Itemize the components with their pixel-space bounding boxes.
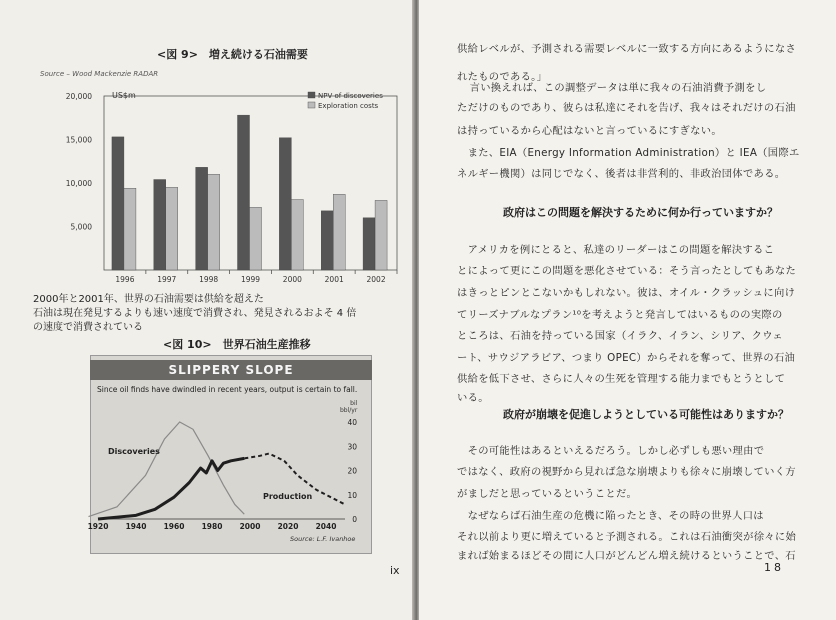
x-tick-label: 1999 — [240, 275, 261, 284]
body-line: アメリカを例にとると、私達のリーダーはこの問題を解決するこ — [457, 244, 775, 256]
legend-label: Exploration costs — [318, 102, 379, 110]
left-page — [0, 0, 415, 620]
body-line: とによって更にこの問題を悪化させている：そう言ったとしてもあなた — [457, 265, 797, 277]
x-tick-label: 1940 — [125, 522, 147, 531]
y-tick-label: 40 — [347, 418, 357, 427]
legend-swatch — [308, 92, 315, 98]
x-tick-label: 1980 — [201, 522, 223, 531]
figure10-banner — [90, 360, 372, 380]
y-tick-label: 5,000 — [70, 222, 92, 232]
y-axis-label: US$m — [112, 91, 136, 100]
bar — [112, 137, 124, 270]
x-tick-label: 2000 — [239, 522, 261, 531]
body-line: それ以前より更に増えていると予測される。これは石油衝突が徐々に始 — [457, 531, 797, 543]
bar — [166, 187, 178, 270]
body-line: ではなく、政府の視野から見れば急な崩壊よりも徐々に崩壊していく方 — [457, 466, 796, 478]
caption-line-2: 石油は現在発見するよりも速い速度で消費され、発見されるおよそ 4 倍 — [33, 308, 357, 319]
figure10-subtitle: Since oil finds have dwindled in recent years, output is certain to fall. — [97, 385, 358, 394]
y-tick-label: 20 — [347, 466, 357, 476]
x-tick-label: 2000 — [282, 275, 302, 284]
body-line: 供給を低下させ、さらに人々の生死を管理する能力までもとうとして — [457, 373, 786, 385]
y-tick-label: 0 — [352, 515, 357, 524]
body-line: れたものである。」 — [457, 71, 548, 83]
figure9-source: Source – Wood Mackenzie RADAR — [40, 70, 159, 78]
bar — [333, 194, 345, 270]
figure10-banner-text: SLIPPERY SLOPE — [168, 363, 294, 377]
bar — [196, 167, 208, 270]
page-number-right: 18 — [764, 561, 784, 574]
body-line: がましだと思っているということだ。 — [457, 488, 638, 500]
legend-label: NPV of discoveries — [318, 92, 383, 100]
caption-line-3: の速度で消費されている — [33, 322, 143, 333]
figure10-source: Source: L.F. Ivanhoe — [290, 535, 356, 543]
bar — [124, 188, 136, 270]
bar — [291, 200, 303, 270]
y-tick-label: 10,000 — [65, 179, 92, 188]
x-tick-label: 1996 — [115, 275, 135, 284]
body-line: いる。 — [457, 392, 489, 404]
page-number-left: ix — [390, 564, 400, 577]
body-line: また、EIA（Energy Information Administration）と IEA（国際エ — [457, 147, 800, 159]
bar — [321, 211, 333, 270]
caption-line-1: 2000年と2001年、世界の石油需要は供給を超えた — [33, 294, 264, 305]
unit-line-1: bil — [350, 400, 358, 407]
y-tick-label: 10 — [347, 490, 357, 500]
x-tick-label: 2040 — [315, 522, 337, 531]
body-line: ところは、石油を持っている国家（イラク、イラン、シリア、クウェ — [457, 330, 784, 342]
y-tick-label: 20,000 — [65, 92, 92, 101]
body-line: ネルギー機関）は同じでなく、後者は非営利的、非政治団体である。 — [457, 168, 786, 180]
production-line — [98, 458, 244, 519]
unit-line-2: bbl/yr — [340, 407, 358, 414]
x-tick-label: 1960 — [163, 522, 185, 531]
bar — [154, 180, 166, 270]
bar — [250, 207, 262, 270]
line-chart-unit — [340, 400, 357, 414]
discoveries-label: Discoveries — [108, 447, 160, 456]
body-line: その可能性はあるといえるだろう。しかし必ずしも悪い理由で — [457, 445, 765, 457]
right-page — [419, 0, 836, 620]
x-tick-label: 1920 — [87, 522, 109, 531]
body-line: ート、サウジアラビア、つまり OPEC）からそれを奪って、世界の石油 — [457, 352, 796, 364]
line-chart — [0, 395, 415, 555]
y-tick-label: 30 — [347, 442, 357, 452]
figure9-title: <図 9> 増え続ける石油需要 — [157, 48, 308, 61]
body-line: はきっとピンとこないかもしれない。彼は、オイル・クラッシュに向け — [457, 287, 796, 299]
body-line: 供給レベルが、予測される需要レベルに一致する方向にあるようになさ — [457, 43, 797, 55]
body-line: ただけのものであり、彼らは私達にそれを告げ、我々はそれだけの石油 — [457, 102, 796, 114]
body-line: まれば始まるほどその間に人口がどんどん増え続けるということで、石 — [457, 550, 796, 562]
section-heading-1: 政府はこの問題を解決するために何か行っていますか？ — [503, 206, 778, 219]
body-line: なぜならば石油生産の危機に陥ったとき、その時の世界人口は — [457, 510, 764, 522]
body-line: は持っているから心配はないと言っているにすぎない。 — [457, 125, 722, 137]
x-tick-label: 1998 — [199, 275, 219, 284]
legend-swatch — [308, 102, 315, 108]
production-label: Production — [263, 492, 313, 501]
bar — [375, 200, 387, 270]
y-tick-label: 15,000 — [65, 135, 92, 145]
x-tick-label: 1997 — [157, 275, 177, 284]
bar — [208, 174, 220, 270]
bar-chart — [0, 84, 415, 284]
x-tick-label: 2002 — [366, 275, 386, 284]
bar — [279, 138, 291, 270]
body-line: 言い換えれば、この調整データは単に我々の石油消費予測をし — [459, 82, 767, 94]
body-line: てリーズナブルなプラン¹⁰を考えようと発言してはいるものの実際の — [457, 309, 783, 321]
bar — [363, 218, 375, 270]
x-tick-label: 2020 — [277, 522, 299, 531]
x-tick-label: 2001 — [324, 275, 344, 284]
bar — [238, 115, 250, 270]
section-heading-2: 政府が崩壊を促進しようとしている可能性はありますか？ — [503, 408, 789, 421]
figure10-title: <図 10> 世界石油生産推移 — [163, 338, 311, 351]
